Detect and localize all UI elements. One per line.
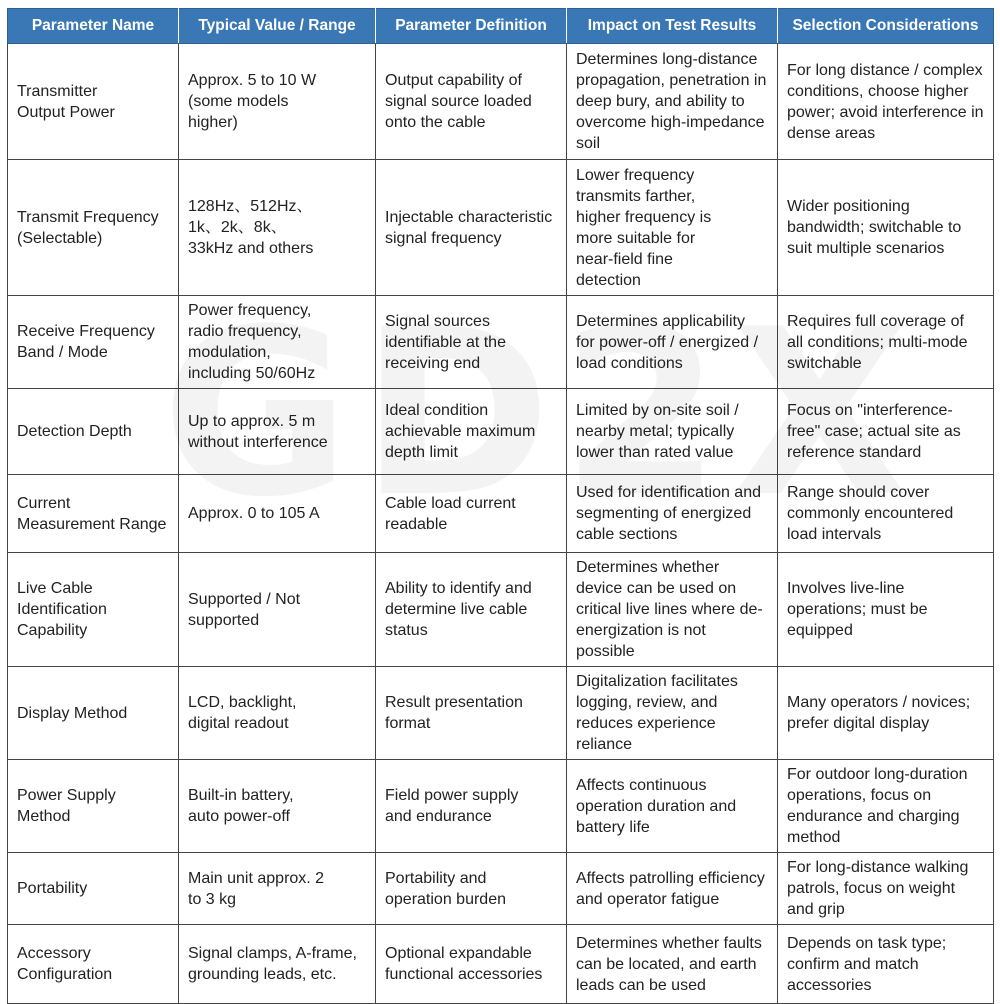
cell-parameter-name: Accessory Configuration (8, 925, 179, 1004)
cell-impact: Determines applicability for power-off / energized / load conditions (567, 296, 778, 389)
cell-considerations: Wider positioning bandwidth; switchable to suit multiple scenarios (778, 160, 994, 296)
cell-typical-value: Supported / Not supported (179, 553, 376, 667)
cell-definition: Ideal condition achievable maximum depth limit (376, 389, 567, 475)
table-row (8, 925, 994, 1004)
table-row (8, 667, 994, 760)
cell-typical-value: Built-in battery, auto power-off (179, 760, 376, 853)
cell-considerations: For long-distance walking patrols, focus on weight and grip (778, 853, 994, 925)
table-row (8, 44, 994, 160)
cell-impact: Determines long-distance propagation, penetration in deep bury, and ability to overcome high-impedance soil (567, 44, 778, 160)
cell-impact: Affects continuous operation duration and battery life (567, 760, 778, 853)
cell-considerations: Involves live-line operations; must be equipped (778, 553, 994, 667)
table-row (8, 296, 994, 389)
cell-impact: Limited by on-site soil / nearby metal; typically lower than rated value (567, 389, 778, 475)
cell-impact: Determines whether device can be used on critical live lines where de-energization is not possible (567, 553, 778, 667)
cell-considerations: For long distance / complex conditions, choose higher power; avoid interference in dense areas (778, 44, 994, 160)
table-row (8, 760, 994, 853)
table-row (8, 853, 994, 925)
cell-considerations: Focus on "interference-free" case; actual site as reference standard (778, 389, 994, 475)
header-parameter-definition: Parameter Definition (376, 9, 567, 44)
cell-typical-value: Up to approx. 5 m without interference (179, 389, 376, 475)
cell-typical-value: Power frequency, radio frequency, modulation, including 50/60Hz (179, 296, 376, 389)
cell-definition: Output capability of signal source loaded onto the cable (376, 44, 567, 160)
table-row (8, 160, 994, 296)
cell-definition: Cable load current readable (376, 475, 567, 553)
cell-definition: Result presentation format (376, 667, 567, 760)
cell-typical-value: Approx. 5 to 10 W (some models higher) (179, 44, 376, 160)
cell-considerations: Many operators / novices; prefer digital display (778, 667, 994, 760)
cell-parameter-name: Current Measurement Range (8, 475, 179, 553)
cell-typical-value: 128Hz、512Hz、1k、2k、8k、33kHz and others (179, 160, 376, 296)
cell-typical-value: Main unit approx. 2 to 3 kg (179, 853, 376, 925)
cell-considerations: Depends on task type; confirm and match accessories (778, 925, 994, 1004)
cell-considerations: Requires full coverage of all conditions; multi-mode switchable (778, 296, 994, 389)
cell-definition: Optional expandable functional accessories (376, 925, 567, 1004)
cell-typical-value: Approx. 0 to 105 A (179, 475, 376, 553)
cell-parameter-name: Receive Frequency Band / Mode (8, 296, 179, 389)
cell-impact: Digitalization facilitates logging, review, and reduces experience reliance (567, 667, 778, 760)
cell-definition: Field power supply and endurance (376, 760, 567, 853)
cell-impact: Used for identification and segmenting of energized cable sections (567, 475, 778, 553)
header-parameter-name: Parameter Name (8, 9, 179, 44)
table-header-row (8, 9, 994, 44)
table-row (8, 553, 994, 667)
cell-considerations: For outdoor long-duration operations, focus on endurance and charging method (778, 760, 994, 853)
cell-considerations: Range should cover commonly encountered load intervals (778, 475, 994, 553)
cell-impact: Determines whether faults can be located, and earth leads can be used (567, 925, 778, 1004)
cell-parameter-name: Live Cable Identification Capability (8, 553, 179, 667)
cell-typical-value: LCD, backlight, digital readout (179, 667, 376, 760)
cell-parameter-name: Portability (8, 853, 179, 925)
cell-parameter-name: Detection Depth (8, 389, 179, 475)
header-selection-considerations: Selection Considerations (778, 9, 994, 44)
cell-definition: Injectable characteristic signal frequency (376, 160, 567, 296)
parameter-table (7, 8, 994, 1004)
header-typical-value: Typical Value / Range (179, 9, 376, 44)
cell-impact: Affects patrolling efficiency and operator fatigue (567, 853, 778, 925)
cell-impact: Lower frequency transmits farther, higher frequency is more suitable for near-field fine detection (567, 160, 778, 296)
cell-parameter-name: Power Supply Method (8, 760, 179, 853)
cell-definition: Signal sources identifiable at the receiving end (376, 296, 567, 389)
cell-definition: Portability and operation burden (376, 853, 567, 925)
cell-parameter-name: Transmit Frequency (Selectable) (8, 160, 179, 296)
table-row (8, 389, 994, 475)
table-row (8, 475, 994, 553)
cell-parameter-name: Display Method (8, 667, 179, 760)
cell-definition: Ability to identify and determine live cable status (376, 553, 567, 667)
cell-parameter-name: Transmitter Output Power (8, 44, 179, 160)
cell-typical-value: Signal clamps, A-frame, grounding leads, etc. (179, 925, 376, 1004)
header-impact: Impact on Test Results (567, 9, 778, 44)
